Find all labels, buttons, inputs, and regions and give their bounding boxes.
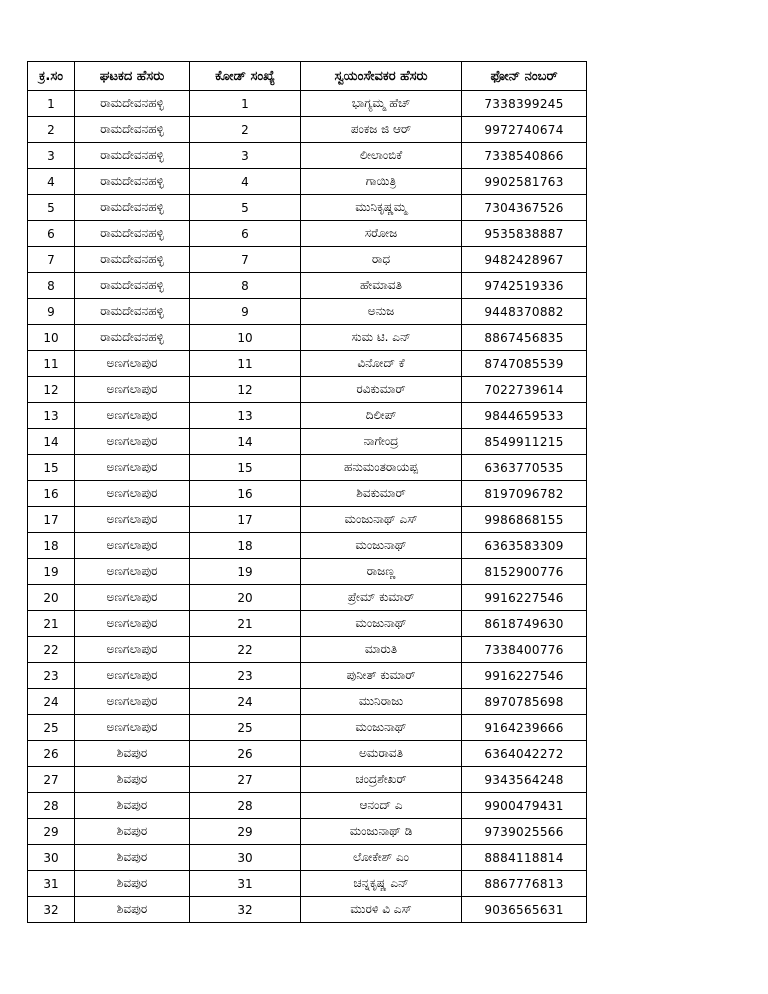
table-row [28, 91, 587, 117]
cell-phone-number: 9448370882 [462, 299, 587, 325]
cell-serial-number: 16 [28, 481, 75, 507]
cell-serial-number: 23 [28, 663, 75, 689]
cell-phone-number: 8549911215 [462, 429, 587, 455]
cell-phone-number: 9986868155 [462, 507, 587, 533]
cell-volunteer-name: ರಾಧ [301, 247, 462, 273]
table-row [28, 507, 587, 533]
cell-code-number: 26 [190, 741, 301, 767]
cell-unit-name: ಶಿವಪುರ [75, 871, 190, 897]
cell-unit-name: ರಾಮದೇವನಹಳ್ಳಿ [75, 91, 190, 117]
cell-volunteer-name: ಮಂಜುನಾಥ್ [301, 533, 462, 559]
cell-code-number: 9 [190, 299, 301, 325]
cell-unit-name: ರಾಮದೇವನಹಳ್ಳಿ [75, 273, 190, 299]
table-row [28, 455, 587, 481]
cell-unit-name: ಶಿವಪುರ [75, 767, 190, 793]
cell-phone-number: 8152900776 [462, 559, 587, 585]
cell-unit-name: ರಾಮದೇವನಹಳ್ಳಿ [75, 299, 190, 325]
cell-volunteer-name: ಲೀಲಾಂಬಿಕೆ [301, 143, 462, 169]
cell-volunteer-name: ರವಿಕುಮಾರ್ [301, 377, 462, 403]
cell-volunteer-name: ಮುನಿಕೃಷ್ಣಮ್ಮ [301, 195, 462, 221]
table-row [28, 533, 587, 559]
cell-phone-number: 8197096782 [462, 481, 587, 507]
cell-unit-name: ಶಿವಪುರ [75, 819, 190, 845]
table-row [28, 195, 587, 221]
cell-code-number: 10 [190, 325, 301, 351]
table-row [28, 637, 587, 663]
cell-code-number: 16 [190, 481, 301, 507]
cell-serial-number: 22 [28, 637, 75, 663]
cell-volunteer-name: ಪ್ರೇಮ್ ಕುಮಾರ್ [301, 585, 462, 611]
table-row [28, 871, 587, 897]
cell-code-number: 5 [190, 195, 301, 221]
cell-volunteer-name: ಮಾರುತಿ [301, 637, 462, 663]
table-row [28, 481, 587, 507]
table-row [28, 663, 587, 689]
cell-serial-number: 27 [28, 767, 75, 793]
cell-volunteer-name: ಲೋಕೇಶ್ ಎಂ [301, 845, 462, 871]
cell-serial-number: 6 [28, 221, 75, 247]
cell-volunteer-name: ಪಂಕಜ ಜಿ ಆರ್ [301, 117, 462, 143]
cell-volunteer-name: ಮಂಜುನಾಥ್ ಡಿ [301, 819, 462, 845]
cell-serial-number: 13 [28, 403, 75, 429]
table-row [28, 273, 587, 299]
cell-phone-number: 8747085539 [462, 351, 587, 377]
cell-unit-name: ಅಣಗಲಾಪುರ [75, 351, 190, 377]
cell-code-number: 29 [190, 819, 301, 845]
cell-code-number: 30 [190, 845, 301, 871]
cell-volunteer-name: ಚನ್ನಕೃಷ್ಣ ಎನ್ [301, 871, 462, 897]
cell-code-number: 18 [190, 533, 301, 559]
volunteer-table [27, 61, 587, 923]
cell-serial-number: 25 [28, 715, 75, 741]
cell-phone-number: 9844659533 [462, 403, 587, 429]
cell-serial-number: 31 [28, 871, 75, 897]
cell-phone-number: 8867456835 [462, 325, 587, 351]
cell-serial-number: 28 [28, 793, 75, 819]
cell-volunteer-name: ಮಂಜುನಾಥ್ [301, 715, 462, 741]
cell-code-number: 17 [190, 507, 301, 533]
cell-code-number: 22 [190, 637, 301, 663]
cell-serial-number: 10 [28, 325, 75, 351]
cell-serial-number: 21 [28, 611, 75, 637]
table-row [28, 351, 587, 377]
cell-volunteer-name: ಸುಮ ಟಿ. ಎನ್ [301, 325, 462, 351]
cell-code-number: 25 [190, 715, 301, 741]
cell-unit-name: ಶಿವಪುರ [75, 741, 190, 767]
table-row [28, 585, 587, 611]
cell-volunteer-name: ಅಮರಾವತಿ [301, 741, 462, 767]
cell-volunteer-name: ಹನುಮಂತರಾಯಪ್ಪ [301, 455, 462, 481]
cell-code-number: 20 [190, 585, 301, 611]
header-volunteer-name: ಸ್ವಯಂಸೇವಕರ ಹೆಸರು [301, 62, 462, 91]
cell-code-number: 11 [190, 351, 301, 377]
table-row [28, 377, 587, 403]
header-row [28, 62, 587, 91]
cell-phone-number: 8884118814 [462, 845, 587, 871]
cell-code-number: 24 [190, 689, 301, 715]
cell-serial-number: 15 [28, 455, 75, 481]
cell-code-number: 19 [190, 559, 301, 585]
header-unit-name: ಘಟಕದ ಹೆಸರು [75, 62, 190, 91]
cell-phone-number: 7022739614 [462, 377, 587, 403]
cell-unit-name: ರಾಮದೇವನಹಳ್ಳಿ [75, 195, 190, 221]
cell-volunteer-name: ಮಂಜುನಾಥ್ ಎಸ್ [301, 507, 462, 533]
cell-unit-name: ಅಣಗಲಾಪುರ [75, 559, 190, 585]
cell-phone-number: 9902581763 [462, 169, 587, 195]
table-row [28, 689, 587, 715]
cell-code-number: 27 [190, 767, 301, 793]
cell-unit-name: ಶಿವಪುರ [75, 793, 190, 819]
cell-serial-number: 14 [28, 429, 75, 455]
cell-volunteer-name: ಹೇಮಾವತಿ [301, 273, 462, 299]
cell-volunteer-name: ದಿಲೀಪ್ [301, 403, 462, 429]
cell-code-number: 21 [190, 611, 301, 637]
cell-code-number: 12 [190, 377, 301, 403]
cell-phone-number: 6363583309 [462, 533, 587, 559]
cell-unit-name: ಅಣಗಲಾಪುರ [75, 507, 190, 533]
cell-unit-name: ಶಿವಪುರ [75, 897, 190, 923]
cell-unit-name: ಅಣಗಲಾಪುರ [75, 637, 190, 663]
cell-phone-number: 8618749630 [462, 611, 587, 637]
cell-phone-number: 7338399245 [462, 91, 587, 117]
table-row [28, 429, 587, 455]
cell-volunteer-name: ಪುನೀತ್ ಕುಮಾರ್ [301, 663, 462, 689]
cell-serial-number: 9 [28, 299, 75, 325]
cell-volunteer-name: ಮುನಿರಾಜು [301, 689, 462, 715]
cell-volunteer-name: ಗಾಯಿತ್ರಿ [301, 169, 462, 195]
cell-phone-number: 9164239666 [462, 715, 587, 741]
cell-code-number: 15 [190, 455, 301, 481]
cell-volunteer-name: ಆನಂದ್ ಎ [301, 793, 462, 819]
cell-volunteer-name: ರಾಜಣ್ಣ [301, 559, 462, 585]
cell-code-number: 31 [190, 871, 301, 897]
cell-unit-name: ರಾಮದೇವನಹಳ್ಳಿ [75, 169, 190, 195]
cell-phone-number: 9343564248 [462, 767, 587, 793]
cell-unit-name: ಅಣಗಲಾಪುರ [75, 611, 190, 637]
table-row [28, 819, 587, 845]
cell-serial-number: 24 [28, 689, 75, 715]
cell-phone-number: 9742519336 [462, 273, 587, 299]
table-row [28, 793, 587, 819]
cell-unit-name: ಅಣಗಲಾಪುರ [75, 481, 190, 507]
cell-unit-name: ಅಣಗಲಾಪುರ [75, 663, 190, 689]
cell-phone-number: 9482428967 [462, 247, 587, 273]
cell-serial-number: 8 [28, 273, 75, 299]
cell-unit-name: ಅಣಗಲಾಪುರ [75, 455, 190, 481]
table-row [28, 767, 587, 793]
cell-serial-number: 3 [28, 143, 75, 169]
table-row [28, 715, 587, 741]
cell-phone-number: 9916227546 [462, 663, 587, 689]
cell-code-number: 14 [190, 429, 301, 455]
header-serial-number: ಕ್ರ.ಸಂ [28, 62, 75, 91]
cell-code-number: 4 [190, 169, 301, 195]
cell-serial-number: 11 [28, 351, 75, 377]
table-row [28, 117, 587, 143]
header-code-number: ಕೋಡ್ ಸಂಖ್ಯೆ [190, 62, 301, 91]
header-phone-number: ಫೋನ್ ನಂಬರ್ [462, 62, 587, 91]
cell-volunteer-name: ವಿನೋದ್ ಕೆ [301, 351, 462, 377]
cell-phone-number: 8970785698 [462, 689, 587, 715]
cell-serial-number: 20 [28, 585, 75, 611]
table-row [28, 247, 587, 273]
cell-serial-number: 1 [28, 91, 75, 117]
table-row [28, 897, 587, 923]
cell-volunteer-name: ಶಿವಕುಮಾರ್ [301, 481, 462, 507]
cell-serial-number: 32 [28, 897, 75, 923]
cell-phone-number: 6364042272 [462, 741, 587, 767]
cell-phone-number: 7338540866 [462, 143, 587, 169]
table-row [28, 403, 587, 429]
table-row [28, 221, 587, 247]
table-row [28, 169, 587, 195]
cell-phone-number: 8867776813 [462, 871, 587, 897]
cell-phone-number: 7304367526 [462, 195, 587, 221]
cell-unit-name: ರಾಮದೇವನಹಳ್ಳಿ [75, 247, 190, 273]
table-row [28, 559, 587, 585]
cell-code-number: 28 [190, 793, 301, 819]
cell-unit-name: ಅಣಗಲಾಪುರ [75, 715, 190, 741]
table-row [28, 845, 587, 871]
table-row [28, 325, 587, 351]
cell-phone-number: 9916227546 [462, 585, 587, 611]
cell-phone-number: 9739025566 [462, 819, 587, 845]
table-row [28, 741, 587, 767]
cell-serial-number: 18 [28, 533, 75, 559]
cell-phone-number: 9900479431 [462, 793, 587, 819]
cell-serial-number: 29 [28, 819, 75, 845]
cell-code-number: 7 [190, 247, 301, 273]
cell-serial-number: 30 [28, 845, 75, 871]
cell-phone-number: 9036565631 [462, 897, 587, 923]
table-body [28, 91, 587, 923]
cell-unit-name: ಶಿವಪುರ [75, 845, 190, 871]
cell-phone-number: 9972740674 [462, 117, 587, 143]
cell-code-number: 1 [190, 91, 301, 117]
cell-serial-number: 19 [28, 559, 75, 585]
cell-serial-number: 2 [28, 117, 75, 143]
cell-unit-name: ಅಣಗಲಾಪುರ [75, 533, 190, 559]
cell-unit-name: ಅಣಗಲಾಪುರ [75, 429, 190, 455]
cell-unit-name: ಅಣಗಲಾಪುರ [75, 377, 190, 403]
cell-serial-number: 26 [28, 741, 75, 767]
cell-serial-number: 7 [28, 247, 75, 273]
cell-unit-name: ರಾಮದೇವನಹಳ್ಳಿ [75, 143, 190, 169]
cell-serial-number: 5 [28, 195, 75, 221]
cell-volunteer-name: ಚಂದ್ರಶೇಖರ್ [301, 767, 462, 793]
cell-volunteer-name: ಸರೋಜ [301, 221, 462, 247]
cell-code-number: 3 [190, 143, 301, 169]
cell-phone-number: 6363770535 [462, 455, 587, 481]
cell-code-number: 32 [190, 897, 301, 923]
cell-unit-name: ರಾಮದೇವನಹಳ್ಳಿ [75, 325, 190, 351]
cell-code-number: 2 [190, 117, 301, 143]
cell-volunteer-name: ಭಾಗ್ಯಮ್ಮ ಹೆಚ್ [301, 91, 462, 117]
cell-unit-name: ಅಣಗಲಾಪುರ [75, 403, 190, 429]
cell-volunteer-name: ನಾಗೇಂದ್ರ [301, 429, 462, 455]
cell-serial-number: 17 [28, 507, 75, 533]
cell-code-number: 13 [190, 403, 301, 429]
cell-volunteer-name: ಮುರಳಿ ವಿ ಎಸ್ [301, 897, 462, 923]
cell-volunteer-name: ಮಂಜುನಾಥ್ [301, 611, 462, 637]
cell-code-number: 6 [190, 221, 301, 247]
cell-serial-number: 12 [28, 377, 75, 403]
cell-unit-name: ಅಣಗಲಾಪುರ [75, 689, 190, 715]
cell-code-number: 8 [190, 273, 301, 299]
cell-serial-number: 4 [28, 169, 75, 195]
table-row [28, 143, 587, 169]
cell-phone-number: 7338400776 [462, 637, 587, 663]
cell-unit-name: ರಾಮದೇವನಹಳ್ಳಿ [75, 117, 190, 143]
table-row [28, 299, 587, 325]
cell-unit-name: ಅಣಗಲಾಪುರ [75, 585, 190, 611]
cell-volunteer-name: ಅನುಜ [301, 299, 462, 325]
cell-code-number: 23 [190, 663, 301, 689]
cell-unit-name: ರಾಮದೇವನಹಳ್ಳಿ [75, 221, 190, 247]
table-row [28, 611, 587, 637]
cell-phone-number: 9535838887 [462, 221, 587, 247]
